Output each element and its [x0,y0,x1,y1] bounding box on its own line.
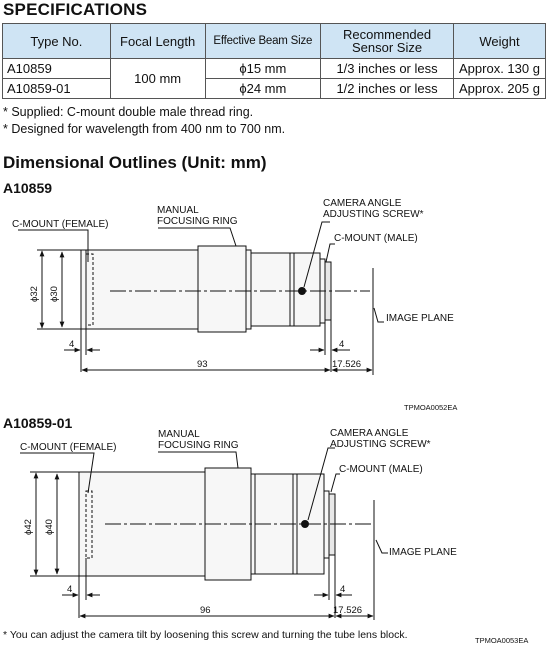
label-c-mount-male: C-MOUNT (MALE) [334,233,418,244]
header-beam-size: Effective Beam Size [205,24,321,59]
outlines-heading: Dimensional Outlines (Unit: mm) [3,153,267,172]
drawing-code: TPMOA0052EA [404,403,458,412]
model-a10859-heading: A10859 [3,180,53,196]
header-sensor-size: Recommended Sensor Size [321,24,454,59]
header-weight: Weight [453,24,545,59]
dim-left-thread: 4 [67,584,73,595]
dim-back-focus: 17.526 [332,359,362,370]
note-wavelength: * Designed for wavelength from 400 nm to 700 nm. [3,122,286,136]
dim-outer-dia: ϕ42 [23,519,34,535]
label-c-mount-female: C-MOUNT (FEMALE) [12,219,109,230]
dim-right-thread: 4 [339,339,345,350]
dim-inner-dia: ϕ30 [49,286,60,302]
label-c-mount-female: C-MOUNT (FEMALE) [20,442,117,453]
model-a10859-01-heading: A10859-01 [3,415,73,431]
cell-weight: Approx. 130 g [453,59,545,79]
label-manual-focusing-ring: MANUAL FOCUSING RING [157,205,238,227]
cell-type-no: A10859-01 [3,79,111,99]
label-image-plane: IMAGE PLANE [389,547,457,558]
label-c-mount-male: C-MOUNT (MALE) [339,464,423,475]
specifications-heading: SPECIFICATIONS [3,0,148,19]
footnote: * You can adjust the camera tilt by loosening this screw and turning the tube lens block. [3,629,408,641]
cell-sensor-size: 1/3 inches or less [321,59,454,79]
note-supplied: * Supplied: C-mount double male thread ring. [3,105,254,119]
drawing-code: TPMOA0053EA [475,636,529,645]
cell-sensor-size: 1/2 inches or less [321,79,454,99]
cell-beam-size: ϕ15 mm [205,59,321,79]
header-type-no: Type No. [3,24,111,59]
label-image-plane: IMAGE PLANE [386,313,454,324]
label-manual-focusing-ring: MANUAL FOCUSING RING [158,429,239,451]
cell-focal-length: 100 mm [110,59,205,99]
dim-right-thread: 4 [340,584,346,595]
dim-length: 93 [197,359,208,370]
label-camera-angle-screw: CAMERA ANGLE ADJUSTING SCREW* [330,428,431,450]
label-camera-angle-screw: CAMERA ANGLE ADJUSTING SCREW* [323,198,424,220]
dim-length: 96 [200,605,211,616]
header-focal-length: Focal Length [110,24,205,59]
dim-outer-dia: ϕ32 [29,286,40,302]
dim-left-thread: 4 [69,339,75,350]
dim-back-focus: 17.526 [333,605,363,616]
cell-weight: Approx. 205 g [453,79,545,99]
cell-type-no: A10859 [3,59,111,79]
dim-inner-dia: ϕ40 [44,519,55,535]
lens-outline-a10859 [81,246,331,332]
cell-beam-size: ϕ24 mm [205,79,321,99]
